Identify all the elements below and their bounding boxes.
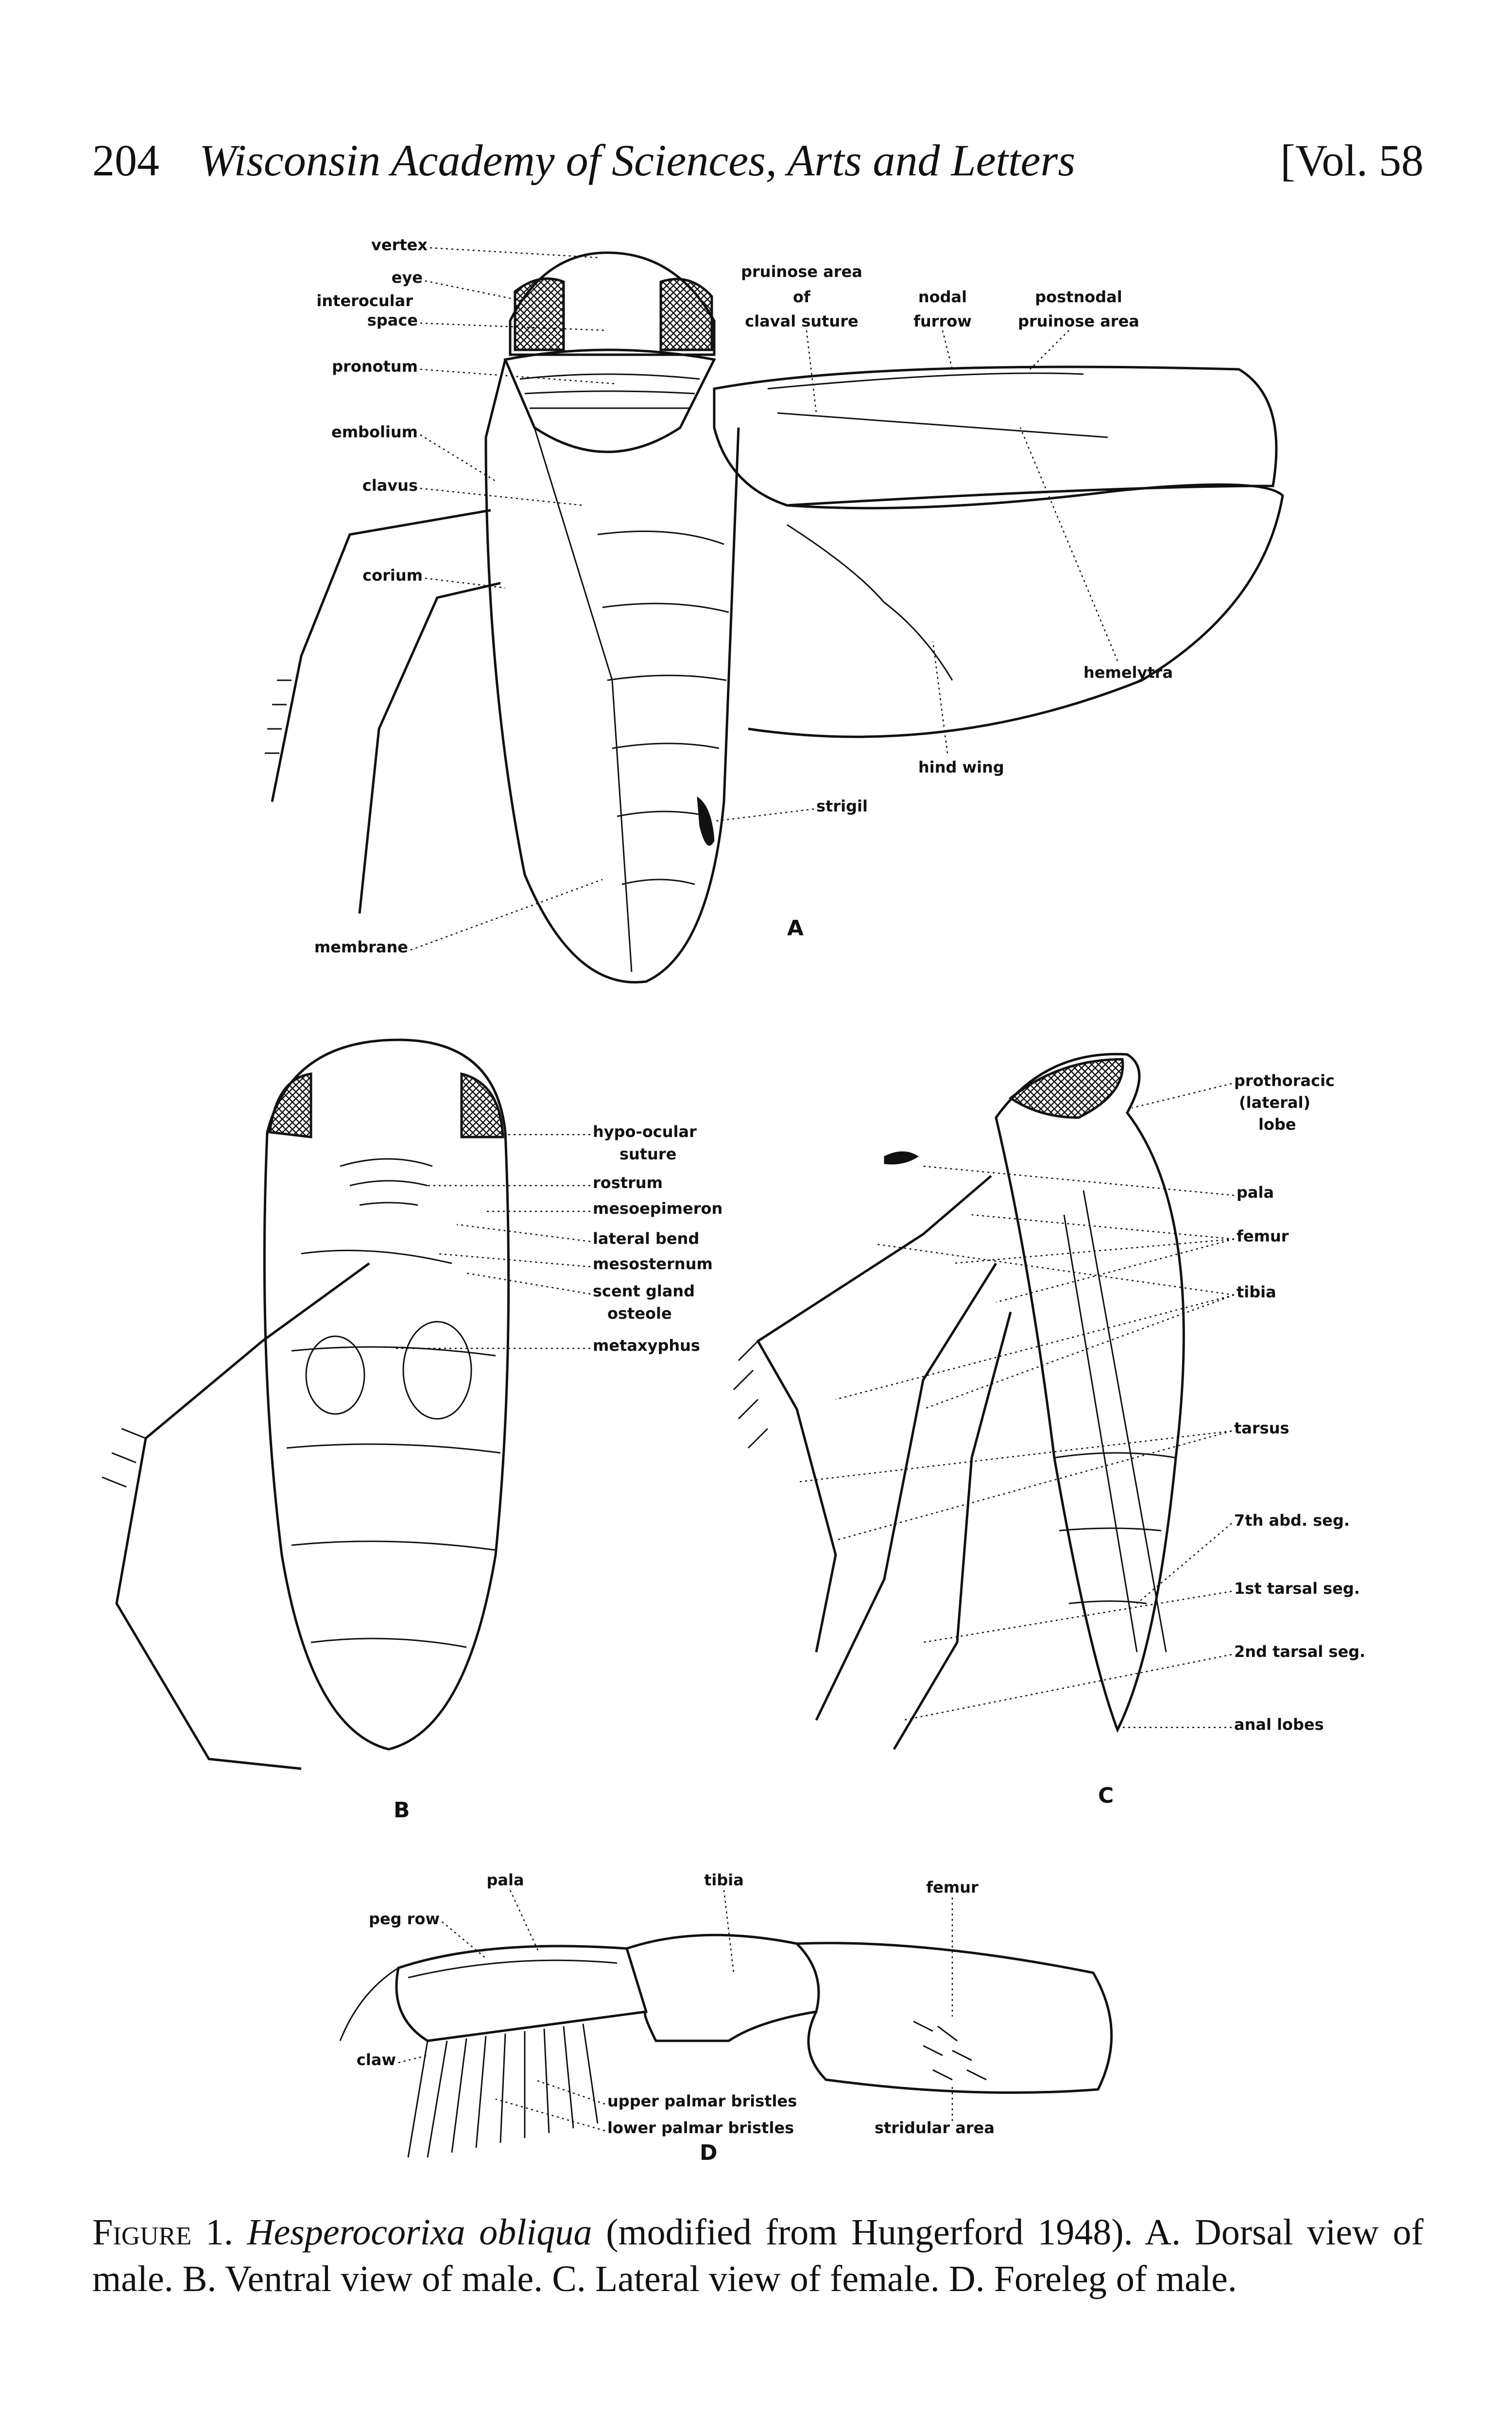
panel-a-letter: A [787,916,804,941]
label-1st-tarsal-seg: 1st tarsal seg. [1234,1579,1360,1598]
label-tibia-c: tibia [1237,1283,1276,1301]
label-2nd-tarsal-seg: 2nd tarsal seg. [1234,1642,1366,1661]
label-7th-abd-seg: 7th abd. seg. [1234,1511,1350,1530]
panel-b-drawing [102,1040,509,1769]
label-prothoracic-3: lobe [1258,1115,1296,1134]
panel-b-letter: B [394,1798,410,1823]
label-mesoepimeron: mesoepimeron [593,1199,723,1218]
panel-c-eye [1011,1059,1123,1118]
label-embolium: embolium [331,423,418,441]
label-membrane: membrane [314,938,408,956]
label-nodal-1: nodal [918,288,967,306]
label-tarsus: tarsus [1234,1419,1289,1437]
panel-c-labels [797,1071,1365,1808]
caption-species: Hesperocorixa obliqua [247,2212,592,2253]
label-pala-c: pala [1237,1183,1274,1202]
right-eye [661,279,712,350]
panel-d-labels [357,1871,995,2165]
label-scent-gland-2: osteole [607,1304,672,1323]
label-hemelytra: hemelytra [1083,663,1173,682]
journal-title: Wisconsin Academy of Sciences, Arts and Letters [199,136,1076,185]
label-hypo-ocular-1: hypo-ocular [593,1122,697,1141]
label-femur-c: femur [1237,1227,1289,1245]
volume-number: [Vol. 58 [1280,136,1424,185]
panel-b-labels [394,1122,722,1823]
label-prothoracic-1: prothoracic [1234,1071,1335,1090]
label-lower-palmar-bristles: lower palmar bristles [607,2119,794,2137]
label-pruinose-3: claval suture [745,312,859,330]
label-stridular-area: stridular area [875,2119,995,2137]
label-corium: corium [362,566,423,585]
label-clavus: clavus [362,476,418,495]
left-eye [515,278,564,350]
panel-d-letter: D [700,2140,718,2165]
label-postnodal-2: pruinose area [1018,312,1139,330]
label-interocular-2: space [367,311,418,329]
label-claw: claw [356,2051,396,2069]
label-metaxyphus: metaxyphus [593,1336,700,1355]
label-prothoracic-2: (lateral) [1239,1093,1311,1112]
label-pala-d: pala [486,1871,524,1889]
label-mesosternum: mesosternum [593,1255,713,1273]
panel-b-right-eye [462,1074,503,1137]
caption-text: (modified from Hungerford 1948). A. Dorsal view of male. B. Ventral view of male. C. Lateral view of female. D. Foreleg of male. [92,2212,1424,2299]
label-upper-palmar-bristles: upper palmar bristles [607,2092,797,2110]
panel-c-letter: C [1098,1783,1114,1808]
label-hypo-ocular-2: suture [619,1145,677,1163]
label-nodal-2: furrow [913,312,972,330]
label-strigil: strigil [816,797,868,815]
label-vertex: vertex [371,236,428,254]
label-pruinose-2: of [793,288,810,306]
label-hind-wing: hind wing [918,758,1004,776]
label-pronotum: pronotum [332,357,418,376]
label-lateral-bend: lateral bend [593,1229,700,1248]
caption-figure-label: Figure 1. [92,2212,233,2253]
label-scent-gland-1: scent gland [593,1282,695,1300]
panel-c-drawing [734,1054,1184,1749]
label-postnodal-1: postnodal [1035,288,1122,306]
label-femur-d: femur [926,1878,979,1897]
label-interocular-1: interocular [316,292,413,310]
panel-b-left-eye [270,1074,311,1137]
label-eye: eye [391,268,423,287]
label-rostrum: rostrum [593,1173,663,1192]
label-peg-row: peg row [369,1910,440,1928]
label-pruinose-1: pruinose area [741,262,862,281]
figure-caption [92,2209,1424,2302]
page-number: 204 [92,136,159,185]
label-tibia-d: tibia [704,1871,744,1889]
label-anal-lobes: anal lobes [1234,1715,1324,1734]
